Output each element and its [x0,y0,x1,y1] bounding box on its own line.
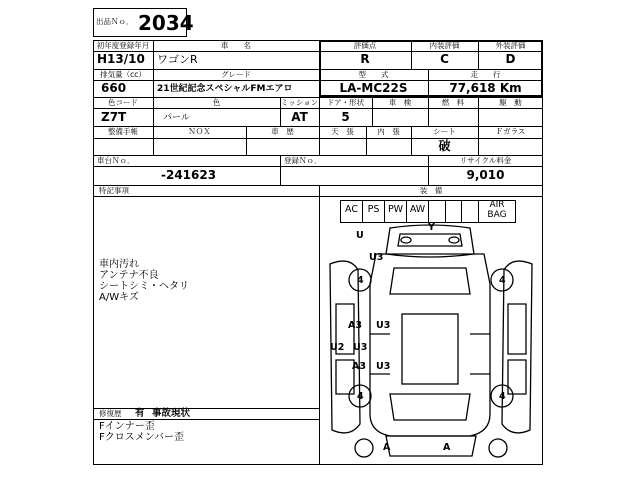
equip-blank [428,200,445,222]
reg-no-label: 登録Ｎｏ． [284,156,322,165]
repair-note: Fクロスメンバー歪 [99,432,185,443]
equip-blank [461,200,478,222]
repair-history-label: 修復歴 [99,409,122,418]
damage-mark: U2 [330,342,345,353]
nox-label: ＮＯＸ [188,127,211,136]
lot-label: 出品Ｎｏ． [96,17,134,26]
chassis-no-value: -241623 [161,168,217,182]
grade-label: グレード [221,70,251,79]
sunroof-label: 天 張 [331,127,354,136]
model-label: 型 式 [358,70,389,79]
color-value: パール [163,113,190,123]
transmission-value: AT [291,110,308,124]
equip-airbag-label: AIR BAG [487,200,507,220]
damage-mark: A3 [348,320,362,331]
eval-score-value: R [360,52,370,66]
exterior-eval-value: D [505,52,516,66]
transmission-label: ミッション [280,98,319,107]
interior-trim-value: 破 [438,139,451,153]
damage-mark: A3 [352,361,366,372]
exterior-eval-label: 外装評価 [495,41,526,50]
tire-mark: 4 [357,275,364,286]
history-label: 車 歴 [271,127,294,136]
equipment-label: 装 備 [419,186,443,195]
first-reg-label: 初年度登録年月 [96,41,150,50]
damage-mark: A [383,442,391,453]
chassis-no-label: 車台Ｎｏ． [97,156,135,165]
seat-label: シート [433,127,456,136]
equip-ps: PS [362,200,384,222]
damage-mark: U3 [353,342,368,353]
glass-label: Ｆガラス [495,127,526,136]
damage-mark: U3 [376,361,391,372]
mileage-label: 走 行 [470,70,501,79]
equip-aw: AW [406,200,428,222]
interior-eval-value: C [440,52,449,66]
equip-airbag [478,200,516,222]
lot-number: 2034 [138,11,194,35]
note-item: 車内汚れ [99,259,139,270]
damage-mark: U3 [369,252,384,263]
equip-ac: AC [340,200,362,222]
tire-mark: 4 [499,275,506,286]
interior-trim-label: 内 張 [377,127,400,136]
first-reg-value: H13/10 [97,52,145,66]
tire-mark: 4 [499,391,506,402]
note-item: シートシミ・ヘタリ [99,281,189,292]
accident-value: 事故現状 [152,408,191,419]
repair-history-value: 有 [135,408,145,419]
model-value: LA-MC22S [339,81,408,95]
door-shape-label: ドア・形状 [326,98,365,107]
recycle-fee-label: リサイクル料金 [459,156,512,165]
mileage-value: 77,618 Km [449,81,522,95]
damage-mark: U [356,230,364,241]
car-name-label: 車 名 [221,41,251,50]
equipment-manual-label: 整備手帳 [108,127,138,136]
damage-mark: U3 [376,320,391,331]
note-item: アンテナ不良 [99,270,159,281]
inspection-label: 車 検 [388,98,412,107]
note-item: A/Wキズ [99,292,139,303]
equip-pw: PW [384,200,406,222]
special-notes-label: 特記事項 [99,186,129,195]
color-code-value: Z7T [101,110,127,124]
drive-label: 駆 動 [499,98,522,107]
grade-value: 21世紀記念スペシャルFMエアロ [157,84,293,94]
door-shape-value: 5 [341,110,350,124]
equip-blank [445,200,461,222]
recycle-fee-value: 9,010 [466,168,505,182]
eval-score-label: 評価点 [353,41,377,50]
fuel-label: 燃 料 [441,98,465,107]
color-label: 色 [212,98,221,107]
tire-mark: 4 [357,391,364,402]
damage-mark: A [443,442,451,453]
color-code-label: 色コード [108,98,138,107]
damage-mark: Y [428,222,435,233]
repair-note: Fインナー歪 [99,421,155,432]
displacement-value: 660 [101,81,127,95]
car-name-value: ワゴンR [157,53,198,66]
displacement-label: 排気量（cc） [100,70,146,79]
interior-eval-label: 内装評価 [429,41,460,50]
